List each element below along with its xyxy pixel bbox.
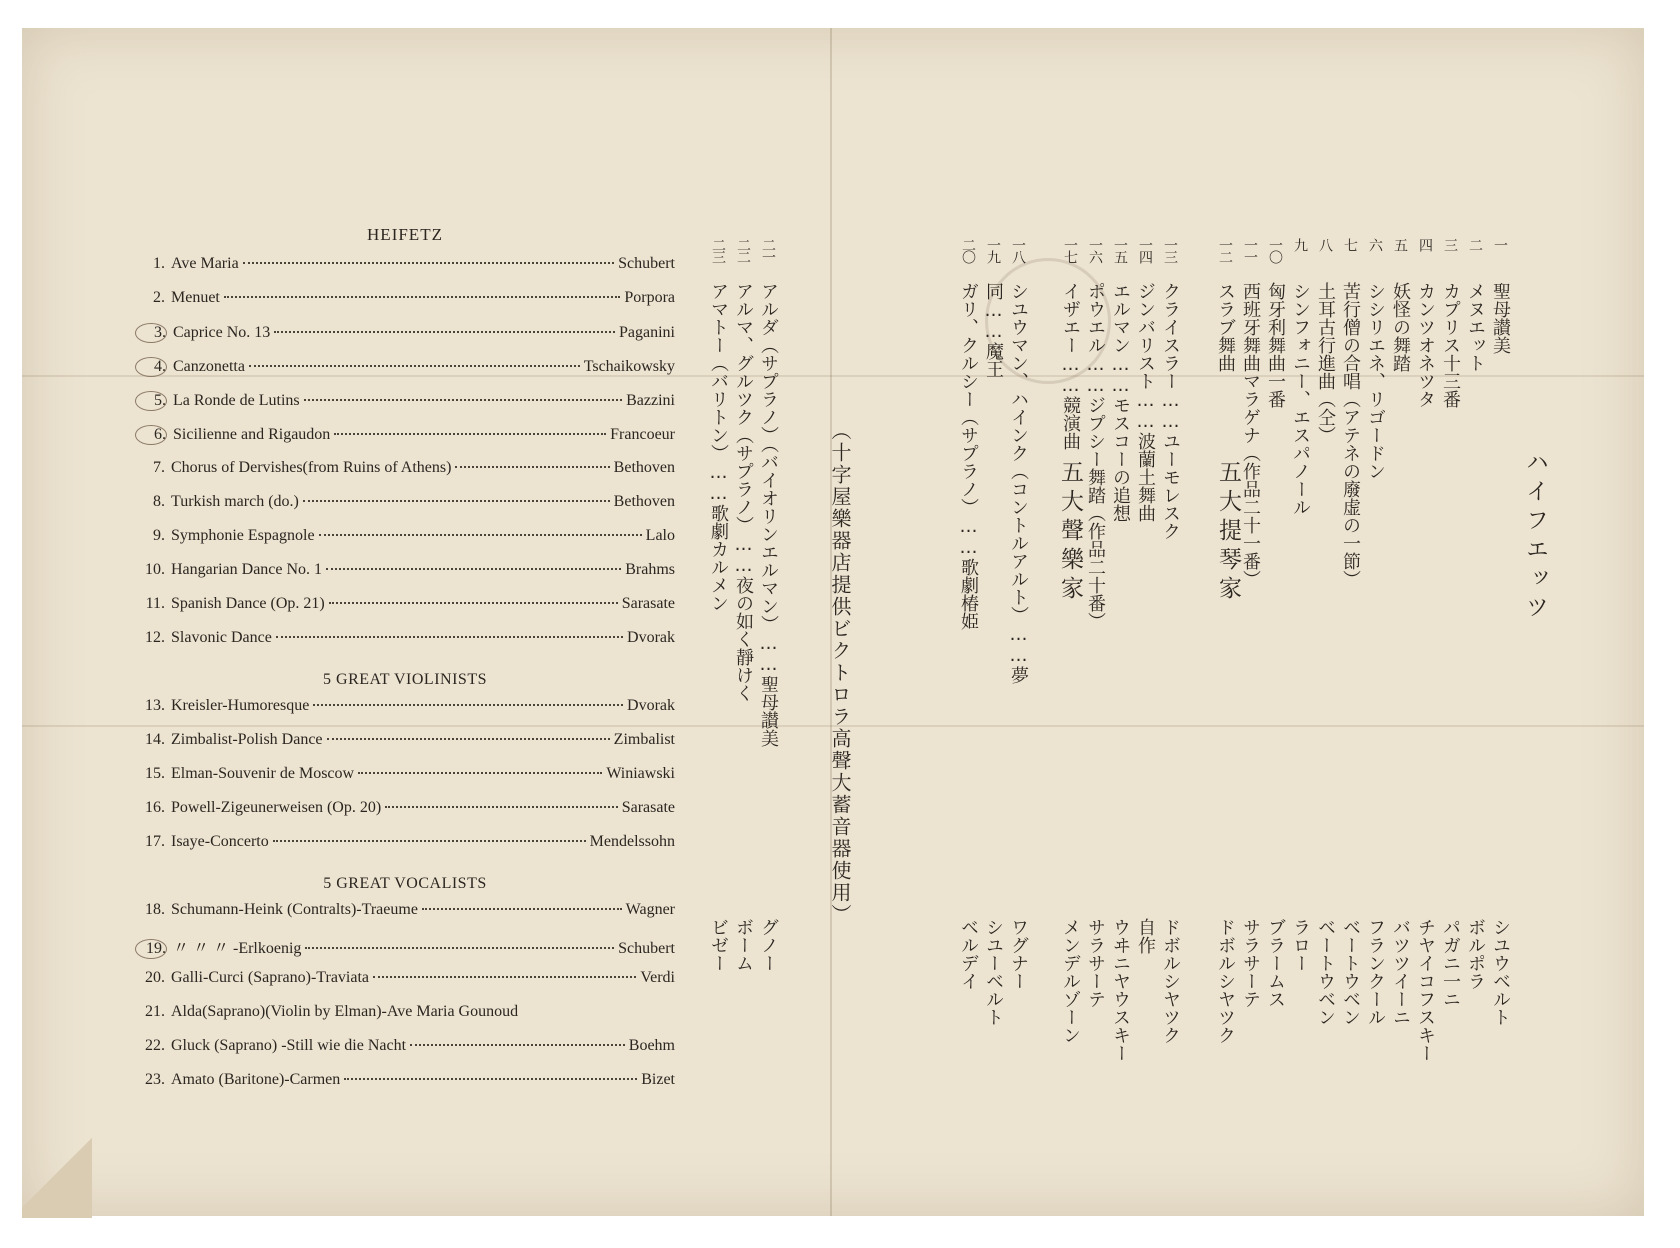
row-number: 19. (135, 939, 167, 959)
jp-item-composer: パガニ一ニ (1440, 918, 1461, 1008)
row-number: 2. (153, 289, 165, 306)
program-row (135, 493, 675, 527)
program-row (135, 595, 675, 629)
row-composer: Verdi (640, 969, 675, 986)
row-number: 5. (135, 391, 167, 411)
jp-item-title: エルマン……モスコーの追想 (1110, 282, 1131, 522)
row-title: La Ronde de Lutins (173, 392, 300, 409)
jp-item-composer: ベートウベン (1340, 918, 1361, 1026)
row-composer: Paganini (619, 324, 675, 341)
dot-leader (422, 908, 622, 910)
vocalists-heading: 五大聲樂家 (1057, 460, 1083, 605)
row-number: 13. (145, 697, 165, 714)
row-title: Spanish Dance (Op. 21) (171, 595, 325, 612)
row-title: Caprice No. 13 (173, 324, 271, 341)
row-number: 4. (135, 357, 167, 377)
row-title: Galli-Curci (Saprano)-Traviata (171, 969, 370, 986)
jp-item-number: 九 (1292, 238, 1308, 250)
jp-item-title: アルマ、グルツク（サプラノ）……夜の如く靜けく (733, 282, 754, 702)
violinists-heading: 五大提琴家 (1215, 460, 1241, 605)
row-title: Slavonic Dance (171, 629, 272, 646)
program-row (135, 289, 675, 323)
jp-item-composer: ウヰニヤウスキー (1110, 918, 1131, 1062)
jp-item-composer: ブラームス (1265, 918, 1286, 1008)
jp-item-composer: チヤイコフスキー (1415, 918, 1436, 1062)
jp-item-title: 聖母讃美 (1490, 282, 1511, 354)
row-title: Alda(Saprano)(Violin by Elman)-Ave Maria Gounoud (171, 1003, 519, 1020)
jp-item-composer: ベートウベン (1315, 918, 1336, 1026)
vocalists-list (135, 901, 675, 1105)
jp-item-number: 七 (1342, 238, 1358, 250)
jp-item-title: ガリ、クルシー（サプラノ）……歌劇椿姫 (958, 282, 979, 630)
jp-item-title: アルダ（サプラノ）（バイオリンエルマン）……聖母讃美 (758, 282, 779, 747)
dot-leader (304, 399, 622, 401)
row-composer: Francoeur (610, 426, 675, 443)
jp-item-title: ポウエル……ジプシー舞踏（作品二十番） (1085, 282, 1106, 630)
jp-item-composer: ドボルシヤツク (1215, 918, 1236, 1044)
row-composer: Bazzini (626, 392, 675, 409)
jp-item-composer: ボルポラ (1465, 918, 1486, 990)
dot-leader (329, 602, 618, 604)
row-number: 10. (145, 561, 165, 578)
jp-item-composer: ベルデイ (958, 918, 979, 990)
dot-leader (274, 331, 615, 333)
row-composer: Bethoven (613, 493, 675, 510)
jp-item-number: 一八 (1010, 238, 1026, 262)
section-violinists: 5 GREAT VIOLINISTS (323, 671, 487, 688)
row-composer: Winiawski (606, 765, 675, 782)
program-title: HEIFETZ (367, 225, 443, 244)
dot-leader (334, 433, 606, 435)
jp-item-number: 一〇 (1267, 238, 1283, 262)
row-title: Chorus of Dervishes(from Ruins of Athens) (171, 459, 452, 476)
jp-item-number: 四 (1417, 238, 1433, 250)
program-row (135, 799, 675, 833)
row-composer: Sarasate (621, 799, 675, 816)
jp-item-number: 一三 (1162, 238, 1178, 262)
dot-leader (327, 738, 610, 740)
program-row (135, 561, 675, 595)
program-row (135, 697, 675, 731)
row-title: Canzonetta (173, 358, 245, 375)
jp-item-composer: メンデルゾーン (1060, 918, 1081, 1044)
row-title: Schumann-Heink (Contralts)-Traeume (171, 901, 418, 918)
dot-leader (243, 262, 614, 264)
dot-leader (410, 1044, 625, 1046)
row-composer: Sarasate (621, 595, 675, 612)
jp-item-number: 一二 (1217, 238, 1233, 262)
row-number: 21. (145, 1003, 165, 1020)
program-row (135, 255, 675, 289)
jp-item-number: 一七 (1062, 238, 1078, 262)
row-composer: Brahms (625, 561, 675, 578)
dot-leader (319, 534, 642, 536)
torn-corner (22, 1128, 92, 1218)
jp-item-title: クライスラー……ユーモレスク (1160, 282, 1181, 540)
section-vocalists: 5 GREAT VOCALISTS (323, 875, 487, 892)
row-number: 22. (145, 1037, 165, 1054)
jp-item-title: 西班牙舞曲マラゲナ（作品二十一番） (1240, 282, 1261, 588)
dot-leader (455, 466, 609, 468)
jp-item-composer: フランクール (1365, 918, 1386, 1026)
jp-item-number: 八 (1317, 238, 1333, 250)
row-number: 7. (153, 459, 165, 476)
program-row (135, 901, 675, 935)
row-composer: Lalo (645, 527, 675, 544)
jp-item-composer: バツツイーニ (1390, 918, 1411, 1026)
row-number: 18. (145, 901, 165, 918)
jp-item-composer: ビゼー (708, 918, 729, 972)
heifetz-list (135, 255, 675, 663)
program-row (135, 425, 675, 459)
jp-item-number: 二 (1467, 238, 1483, 250)
program-row (135, 527, 675, 561)
row-number: 3. (135, 323, 167, 343)
jp-item-number: 二一 (760, 238, 776, 262)
jp-item-title: 同……魔王 (983, 282, 1004, 378)
jp-item-title: シシリエネ、リゴードン (1365, 282, 1386, 480)
row-number: 15. (145, 765, 165, 782)
program-row (135, 357, 675, 391)
row-title: Isaye-Concerto (171, 833, 269, 850)
row-number: 17. (145, 833, 165, 850)
jp-item-composer: ワグナー (1008, 918, 1029, 990)
jp-item-number: 二三 (710, 238, 726, 262)
row-title: Turkish march (do.) (171, 493, 299, 510)
jp-item-title: イザエー……競演曲 (1060, 282, 1081, 450)
jp-item-title: カプリス十三番 (1440, 282, 1461, 408)
jp-item-composer: サラサーテ (1240, 918, 1261, 1008)
row-composer: Mendelssohn (589, 833, 675, 850)
jp-item-number: 二〇 (960, 238, 976, 262)
jp-item-number: 一六 (1087, 238, 1103, 262)
jp-item-number: 一五 (1112, 238, 1128, 262)
row-composer: Boehm (628, 1037, 675, 1054)
row-number: 16. (145, 799, 165, 816)
jp-item-composer: サラサーテ (1085, 918, 1106, 1008)
program-row (135, 1003, 675, 1037)
jp-item-title: 妖怪の舞踏 (1390, 282, 1411, 372)
row-composer: Wagner (625, 901, 675, 918)
row-composer: Bizet (641, 1071, 675, 1088)
row-title: Hangarian Dance No. 1 (171, 561, 323, 578)
program-row (135, 969, 675, 1003)
dot-leader (385, 806, 618, 808)
dot-leader (358, 772, 602, 774)
row-composer: Tschaikowsky (583, 358, 675, 375)
jp-item-title: ジンバリスト……波蘭土舞曲 (1135, 282, 1156, 522)
jp-item-title: 苦行僧の合唱（アテネの廢虚の一節） (1340, 282, 1361, 588)
jp-item-number: 六 (1367, 238, 1383, 250)
violinists-list (135, 697, 675, 867)
row-number: 14. (145, 731, 165, 748)
row-number: 1. (153, 255, 165, 272)
jp-item-title: アマトー（バリトン）……歌劇カルメン (708, 282, 729, 612)
program-row (135, 935, 675, 969)
row-number: 12. (145, 629, 165, 646)
row-title: Powell-Zigeunerweisen (Op. 20) (171, 799, 382, 816)
dot-leader (305, 947, 614, 949)
jp-item-composer: シユーベルト (983, 918, 1004, 1026)
sponsor-note: （十字屋樂器店提供ビクトロラ高聲大蓄音器使用） (828, 420, 852, 926)
row-title: Ave Maria (171, 255, 239, 272)
dot-leader (249, 365, 580, 367)
program-row (135, 1037, 675, 1071)
jp-item-number: 一 (1492, 238, 1508, 250)
dot-leader (313, 704, 623, 706)
dot-leader (373, 976, 636, 978)
row-title: Zimbalist-Polish Dance (171, 731, 323, 748)
dot-leader (303, 500, 610, 502)
jp-item-title: 土耳古行進曲（仝） (1315, 282, 1336, 444)
program-row (135, 391, 675, 425)
row-composer: Zimbalist (613, 731, 675, 748)
jp-item-composer: ボーム (733, 918, 754, 972)
dot-leader (326, 568, 621, 570)
jp-item-title: カンツオネツタ (1415, 282, 1436, 408)
jp-item-title: シンフォニー、エスパノール (1290, 282, 1311, 516)
jp-item-composer: ドボルシヤツク (1160, 918, 1181, 1044)
program-row (135, 1071, 675, 1105)
jp-item-composer: グノー (758, 918, 779, 972)
program-row (135, 765, 675, 799)
row-title: Sicilienne and Rigaudon (173, 426, 331, 443)
row-title: Menuet (171, 289, 220, 306)
row-number: 11. (145, 595, 165, 612)
jp-item-composer: 自作 (1135, 918, 1156, 954)
jp-item-title: スラブ舞曲 (1215, 282, 1236, 372)
row-title: Kreisler-Humoresque (171, 697, 310, 714)
row-number: 9. (153, 527, 165, 544)
program-row (135, 629, 675, 663)
jp-item-number: 五 (1392, 238, 1408, 250)
row-composer: Bethoven (613, 459, 675, 476)
row-composer: Porpora (624, 289, 675, 306)
row-title: Elman-Souvenir de Moscow (171, 765, 355, 782)
jp-item-title: シユウマン、ハインク（コントルアルト）……夢 (1008, 282, 1029, 684)
jp-item-title: メヌエット (1465, 282, 1486, 372)
english-program (135, 225, 675, 1105)
program-row (135, 833, 675, 867)
jp-item-title: 匈牙利舞曲一番 (1265, 282, 1286, 408)
jp-item-number: 一四 (1137, 238, 1153, 262)
row-composer: Dvorak (627, 697, 675, 714)
row-number: 23. (145, 1071, 165, 1088)
row-number: 20. (145, 969, 165, 986)
program-row (135, 459, 675, 493)
jp-item-composer: ラロー (1290, 918, 1311, 972)
japanese-title: ハイフエッツ (1522, 450, 1548, 624)
jp-item-number: 一九 (985, 238, 1001, 262)
program-row (135, 323, 675, 357)
row-number: 8. (153, 493, 165, 510)
jp-item-composer: シユウベルト (1490, 918, 1511, 1026)
jp-item-number: 二二 (735, 238, 751, 262)
dot-leader (344, 1078, 637, 1080)
row-composer: Schubert (618, 940, 675, 957)
row-title: Gluck (Saprano) -Still wie die Nacht (171, 1037, 407, 1054)
row-composer: Dvorak (627, 629, 675, 646)
dot-leader (224, 296, 620, 298)
row-composer: Schubert (618, 255, 675, 272)
dot-leader (273, 840, 586, 842)
dot-leader (276, 636, 623, 638)
row-number: 6. (135, 425, 167, 445)
row-title: Amato (Baritone)-Carmen (171, 1071, 341, 1088)
row-title: 〃 〃 〃 -Erlkoenig (173, 940, 302, 957)
jp-item-number: 三 (1442, 238, 1458, 250)
jp-item-number: 一一 (1242, 238, 1258, 262)
row-title: Symphonie Espagnole (171, 527, 315, 544)
program-row (135, 731, 675, 765)
